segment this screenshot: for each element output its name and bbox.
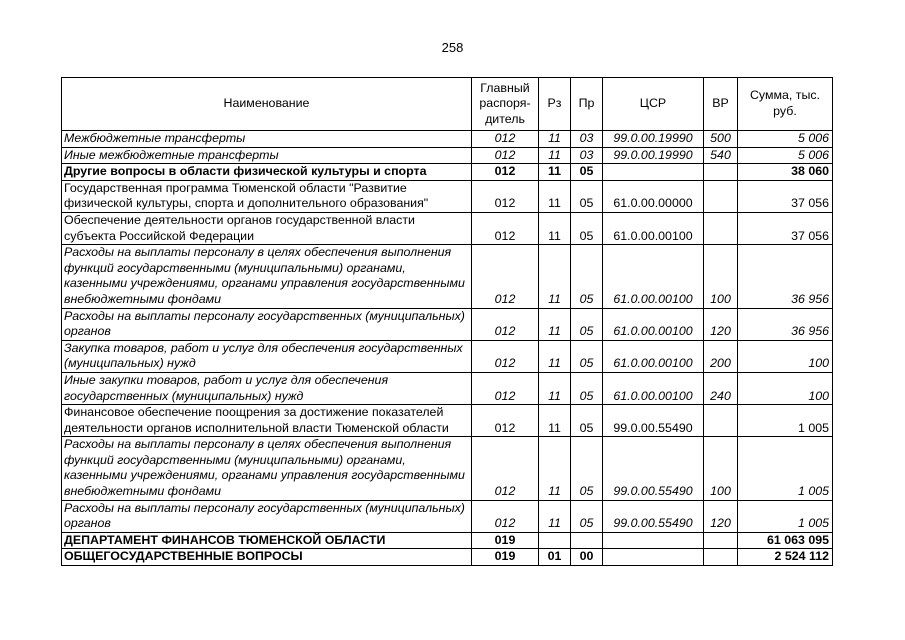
- cell-csr: 99.0.00.55490: [603, 500, 704, 532]
- cell-name: Иные закупки товаров, работ и услуг для обеспечения государственных (муниципальных) нужд: [62, 372, 472, 404]
- cell-csr: 61.0.00.00100: [603, 308, 704, 340]
- cell-rz: 11: [539, 164, 571, 181]
- cell-manager: 012: [472, 308, 539, 340]
- cell-rz: 11: [539, 437, 571, 500]
- cell-name: Расходы на выплаты персоналу государственных (муниципальных) органов: [62, 308, 472, 340]
- cell-sum: 36 956: [738, 308, 833, 340]
- cell-sum: 5 006: [738, 147, 833, 164]
- cell-sum: 37 056: [738, 212, 833, 244]
- cell-name: Расходы на выплаты персоналу в целях обеспечения выполнения функций государственными (муниципальными) органами, казенными учреждениями, органами управления государственными внебюджетными фондами: [62, 245, 472, 308]
- table-row: [62, 372, 833, 404]
- table-row: [62, 549, 833, 566]
- cell-rz: 11: [539, 405, 571, 437]
- table-header-row: [62, 78, 833, 131]
- table-row: [62, 437, 833, 500]
- cell-csr: [603, 549, 704, 566]
- cell-manager: 019: [472, 532, 539, 549]
- cell-rz: 11: [539, 180, 571, 212]
- cell-csr: 99.0.00.55490: [603, 437, 704, 500]
- header-rz: Рз: [539, 78, 571, 131]
- table-row: [62, 180, 833, 212]
- cell-vr: [704, 164, 738, 181]
- cell-rz: 11: [539, 308, 571, 340]
- cell-sum: 37 056: [738, 180, 833, 212]
- cell-rz: 01: [539, 549, 571, 566]
- cell-csr: 99.0.00.19990: [603, 131, 704, 148]
- cell-sum: 5 006: [738, 131, 833, 148]
- cell-vr: [704, 532, 738, 549]
- cell-pr: 05: [571, 500, 603, 532]
- cell-csr: 61.0.00.00100: [603, 212, 704, 244]
- cell-manager: 012: [472, 212, 539, 244]
- cell-name: Финансовое обеспечение поощрения за достижение показателей деятельности органов исполнительной власти Тюменской области: [62, 405, 472, 437]
- cell-csr: 61.0.00.00000: [603, 180, 704, 212]
- cell-vr: 200: [704, 340, 738, 372]
- table-body: [62, 131, 833, 566]
- cell-vr: 240: [704, 372, 738, 404]
- cell-vr: 120: [704, 500, 738, 532]
- cell-pr: 05: [571, 245, 603, 308]
- cell-name: Обеспечение деятельности органов государственной власти субъекта Российской Федерации: [62, 212, 472, 244]
- cell-rz: 11: [539, 212, 571, 244]
- cell-sum: 1 005: [738, 500, 833, 532]
- header-csr: ЦСР: [603, 78, 704, 131]
- budget-table: [61, 77, 833, 566]
- cell-vr: [704, 549, 738, 566]
- header-sum: Сумма, тыс. руб.: [738, 78, 833, 131]
- cell-pr: 05: [571, 340, 603, 372]
- cell-name: Закупка товаров, работ и услуг для обеспечения государственных (муниципальных) нужд: [62, 340, 472, 372]
- cell-sum: 1 005: [738, 437, 833, 500]
- cell-name: Иные межбюджетные трансферты: [62, 147, 472, 164]
- cell-vr: [704, 405, 738, 437]
- header-pr: Пр: [571, 78, 603, 131]
- cell-manager: 012: [472, 180, 539, 212]
- cell-sum: 36 956: [738, 245, 833, 308]
- cell-pr: [571, 532, 603, 549]
- cell-csr: 61.0.00.00100: [603, 372, 704, 404]
- cell-pr: 05: [571, 180, 603, 212]
- cell-manager: 012: [472, 131, 539, 148]
- table-row: [62, 308, 833, 340]
- cell-pr: 05: [571, 164, 603, 181]
- table-row: [62, 405, 833, 437]
- cell-manager: 012: [472, 372, 539, 404]
- cell-sum: 1 005: [738, 405, 833, 437]
- table-row: [62, 164, 833, 181]
- cell-sum: 2 524 112: [738, 549, 833, 566]
- cell-sum: 100: [738, 372, 833, 404]
- cell-rz: 11: [539, 131, 571, 148]
- cell-name: Межбюджетные трансферты: [62, 131, 472, 148]
- cell-vr: [704, 180, 738, 212]
- cell-pr: 05: [571, 372, 603, 404]
- cell-vr: 500: [704, 131, 738, 148]
- table-row: [62, 131, 833, 148]
- cell-rz: 11: [539, 340, 571, 372]
- cell-pr: 03: [571, 131, 603, 148]
- cell-sum: 100: [738, 340, 833, 372]
- header-name: Наименование: [62, 78, 472, 131]
- cell-name: ОБЩЕГОСУДАРСТВЕННЫЕ ВОПРОСЫ: [62, 549, 472, 566]
- table-row: [62, 245, 833, 308]
- table-row: [62, 532, 833, 549]
- cell-csr: [603, 532, 704, 549]
- cell-csr: 61.0.00.00100: [603, 245, 704, 308]
- table-row: [62, 147, 833, 164]
- cell-vr: 100: [704, 245, 738, 308]
- cell-pr: 05: [571, 405, 603, 437]
- cell-pr: 05: [571, 437, 603, 500]
- cell-csr: 99.0.00.19990: [603, 147, 704, 164]
- cell-name: Другие вопросы в области физической культуры и спорта: [62, 164, 472, 181]
- cell-name: Государственная программа Тюменской области "Развитие физической культуры, спорта и дополнительного образования": [62, 180, 472, 212]
- header-manager: Главный распоря-дитель: [472, 78, 539, 131]
- cell-manager: 012: [472, 437, 539, 500]
- cell-rz: 11: [539, 372, 571, 404]
- cell-name: Расходы на выплаты персоналу государственных (муниципальных) органов: [62, 500, 472, 532]
- cell-name: ДЕПАРТАМЕНТ ФИНАНСОВ ТЮМЕНСКОЙ ОБЛАСТИ: [62, 532, 472, 549]
- table-row: [62, 212, 833, 244]
- cell-manager: 012: [472, 164, 539, 181]
- cell-pr: 00: [571, 549, 603, 566]
- cell-rz: 11: [539, 500, 571, 532]
- cell-manager: 012: [472, 147, 539, 164]
- cell-manager: 012: [472, 405, 539, 437]
- cell-manager: 012: [472, 340, 539, 372]
- cell-vr: 120: [704, 308, 738, 340]
- cell-csr: 99.0.00.55490: [603, 405, 704, 437]
- table-row: [62, 340, 833, 372]
- cell-pr: 05: [571, 212, 603, 244]
- page-number: 258: [441, 40, 464, 55]
- cell-csr: [603, 164, 704, 181]
- cell-vr: [704, 212, 738, 244]
- header-vr: ВР: [704, 78, 738, 131]
- cell-rz: 11: [539, 147, 571, 164]
- cell-name: Расходы на выплаты персоналу в целях обеспечения выполнения функций государственными (муниципальными) органами, казенными учреждениями, органами управления государственными внебюджетными фондами: [62, 437, 472, 500]
- cell-rz: 11: [539, 245, 571, 308]
- cell-manager: 019: [472, 549, 539, 566]
- cell-pr: 03: [571, 147, 603, 164]
- cell-vr: 540: [704, 147, 738, 164]
- cell-rz: [539, 532, 571, 549]
- cell-csr: 61.0.00.00100: [603, 340, 704, 372]
- cell-vr: 100: [704, 437, 738, 500]
- cell-manager: 012: [472, 500, 539, 532]
- table-row: [62, 500, 833, 532]
- cell-sum: 38 060: [738, 164, 833, 181]
- cell-manager: 012: [472, 245, 539, 308]
- cell-sum: 61 063 095: [738, 532, 833, 549]
- cell-pr: 05: [571, 308, 603, 340]
